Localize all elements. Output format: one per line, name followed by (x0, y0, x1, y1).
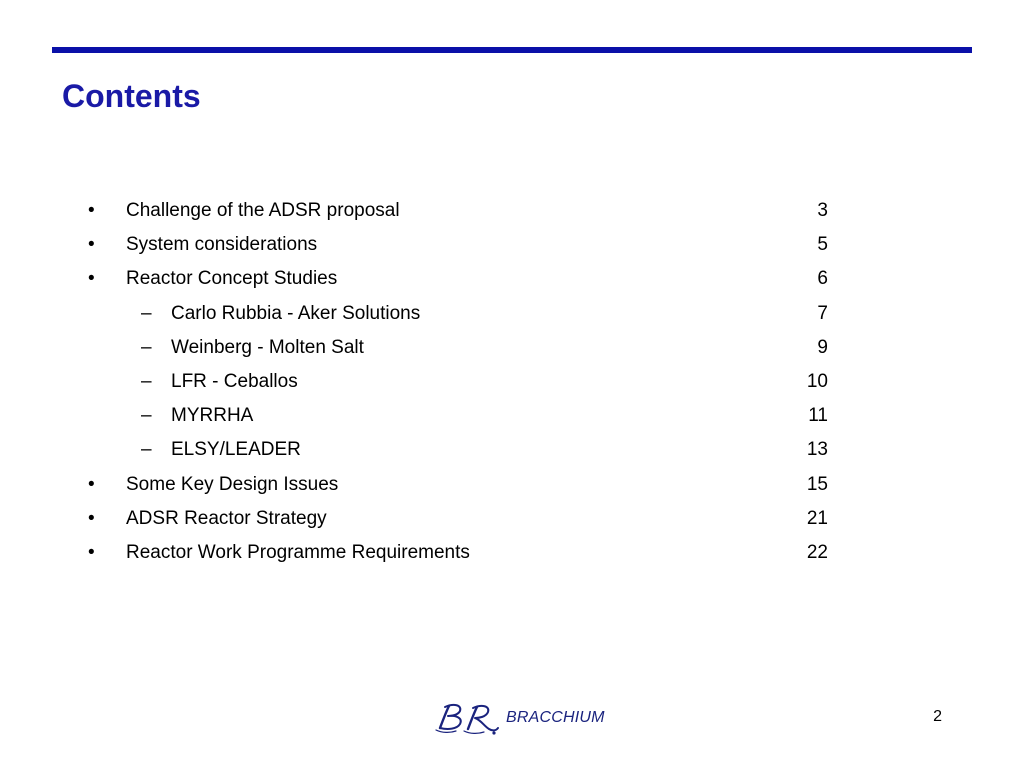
dash-marker: – (141, 439, 152, 461)
dash-marker: – (141, 370, 152, 392)
toc-subitem (0, 332, 1024, 366)
toc-item (0, 537, 1024, 571)
toc-item (0, 195, 1024, 229)
toc-item-page: 3 (817, 200, 828, 221)
toc-subitem-page: 9 (817, 336, 828, 358)
toc-subitem (0, 366, 1024, 400)
toc-subitem-label: Carlo Rubbia - Aker Solutions (171, 302, 421, 324)
toc-subitem (0, 400, 1024, 434)
toc-item-label: Reactor Concept Studies (126, 268, 338, 290)
bullet-marker: • (88, 234, 95, 256)
toc-subitem (0, 434, 1024, 468)
bullet-marker: • (88, 268, 95, 290)
toc-item (0, 229, 1024, 263)
bracchium-monogram-icon (434, 700, 502, 736)
toc-subitem-label: ELSY/LEADER (171, 439, 301, 461)
dash-marker: – (141, 302, 152, 324)
dash-marker: – (141, 336, 152, 358)
toc-item-page: 15 (806, 473, 828, 495)
toc-item-label: System considerations (126, 234, 318, 256)
toc-item-page: 21 (806, 507, 828, 529)
toc-subitem-page: 13 (806, 439, 828, 461)
bullet-marker: • (88, 507, 95, 529)
dash-marker: – (141, 405, 152, 427)
toc-item (0, 263, 1024, 297)
slide-title: Contents (62, 78, 201, 114)
footer-logo (434, 700, 605, 736)
bullet-marker: • (88, 541, 95, 563)
toc-item (0, 469, 1024, 503)
toc-subitem-label: MYRRHA (171, 405, 254, 427)
toc-subitem-label: Weinberg - Molten Salt (171, 336, 364, 358)
header-rule (52, 47, 972, 53)
toc-item-page: 22 (806, 541, 828, 563)
bullet-marker: • (88, 473, 95, 495)
toc-item-page: 6 (817, 268, 828, 290)
toc-item-label: Reactor Work Programme Requirements (126, 541, 470, 563)
toc-subitem-page: 11 (808, 405, 828, 427)
logo-text: BRACCHIUM (506, 709, 605, 726)
toc-item-page: 5 (817, 234, 828, 256)
toc-subitem (0, 298, 1024, 332)
contents-list (0, 195, 1024, 571)
bullet-marker: • (88, 200, 95, 221)
toc-subitem-page: 10 (806, 370, 828, 392)
toc-subitem-label: LFR - Ceballos (171, 370, 298, 392)
toc-item-label: Some Key Design Issues (126, 473, 339, 495)
toc-item (0, 503, 1024, 537)
toc-item-label: Challenge of the ADSR proposal (126, 200, 400, 221)
page-number: 2 (933, 708, 942, 725)
toc-subitem-page: 7 (817, 302, 828, 324)
toc-item-label: ADSR Reactor Strategy (126, 507, 327, 529)
